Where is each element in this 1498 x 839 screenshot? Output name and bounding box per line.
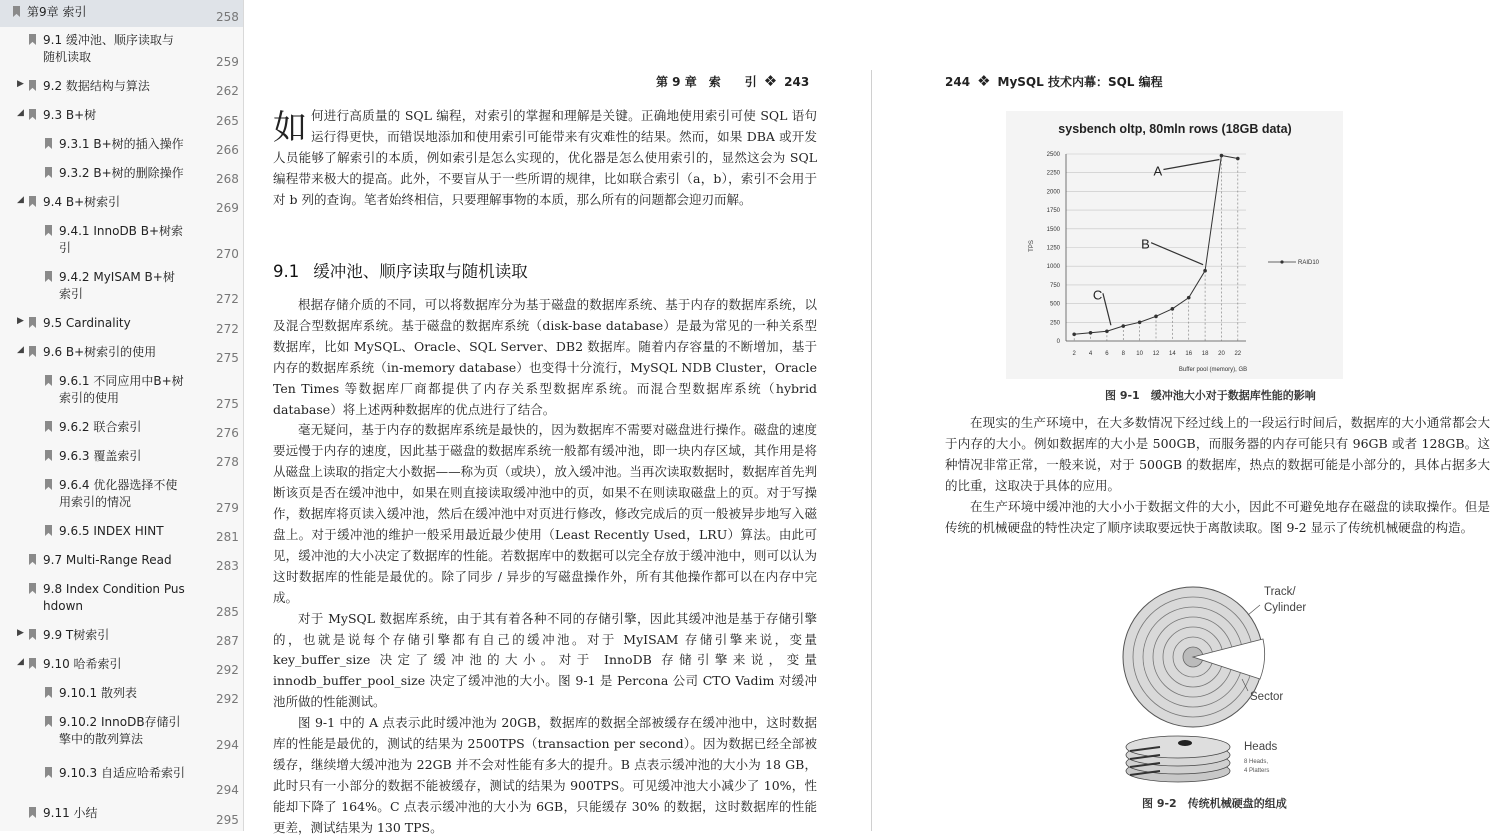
page-243 — [244, 0, 871, 835]
y-tick-label: 2000 — [1046, 189, 1060, 196]
platter-stack — [1126, 736, 1230, 782]
toc-item-page-number: 276 — [216, 426, 239, 440]
collapse-arrow-icon[interactable]: ◢ — [17, 657, 24, 667]
toc-item[interactable] — [0, 803, 243, 825]
toc-item-page-number: 275 — [216, 351, 239, 365]
label-8-heads: 8 Heads, — [1244, 759, 1269, 765]
intro-paragraph — [273, 106, 817, 211]
header-book-title: MySQL 技术内幕：SQL 编程 — [997, 75, 1163, 89]
toc-item-label: 9.10.1 散列表 — [59, 686, 137, 700]
toc-item[interactable] — [0, 521, 243, 543]
toc-item-page-number: 281 — [216, 530, 239, 544]
toc-item-label: 9.2 数据结构与算法 — [43, 79, 150, 93]
toc-item-label: 9.4.2 MyISAM B+树 索引 — [59, 270, 175, 301]
toc-item-page-number: 295 — [216, 813, 239, 827]
expand-arrow-icon[interactable]: ▶ — [17, 628, 24, 638]
toc-item-label: 9.10 哈希索引 — [43, 657, 122, 671]
header-chapter: 第 9 章 索 引 — [656, 75, 757, 89]
data-point — [1138, 321, 1142, 325]
annotation-label: A — [1153, 163, 1163, 179]
toc-item-page-number: 294 — [216, 783, 239, 797]
label-heads: Heads — [1244, 741, 1278, 753]
paragraph: 根据存储介质的不同，可以将数据库分为基于磁盘的数据库系统、基于内存的数据库系统，以及混合型数据库系统。基于磁盘的数据库系统（disk-base database）是最为常见的一种关系型数据库，比如 MySQL、Oracle、SQL Server、DB2 数据库。随着内存容量的不断增加，基于内存的数据库系统（in-memory database）也变得十分流行，MySQL NDB Cluster，Oracle Ten Times 等数据库厂商都提供了内存关系型数据库系统。而混合型数据库系统（hybrid database）将上述两种数据库的优点进行了结合。 — [273, 297, 817, 417]
x-tick-label: 10 — [1136, 351, 1143, 357]
legend-marker — [1280, 260, 1283, 263]
toc-item[interactable] — [0, 30, 243, 73]
expand-arrow-icon[interactable]: ▶ — [17, 316, 24, 326]
collapse-arrow-icon[interactable]: ◢ — [17, 195, 24, 205]
bookmark-icon — [45, 479, 52, 490]
platter-top-view — [1123, 587, 1265, 727]
toc-item-label: 9.6.3 覆盖索引 — [59, 449, 142, 463]
toc-item-label: 9.4 B+树索引 — [43, 195, 121, 209]
x-tick-label: 18 — [1201, 351, 1209, 357]
bookmark-icon — [29, 80, 36, 91]
data-point — [1121, 324, 1125, 328]
bookmark-icon — [45, 525, 52, 536]
toc-item[interactable] — [0, 105, 243, 127]
y-tick-label: 1250 — [1046, 245, 1060, 252]
toc-item-page-number: 270 — [216, 247, 239, 261]
toc-item-label: 9.8 Index Condition Pus hdown — [43, 582, 185, 613]
legend-label: RAID10 — [1298, 260, 1320, 266]
page-244 — [872, 0, 1498, 831]
x-tick-label: 4 — [1088, 351, 1093, 357]
toc-item-page-number: 292 — [216, 663, 239, 677]
toc-item[interactable] — [0, 579, 243, 622]
toc-item-label: 9.10.3 自适应哈希索引 — [59, 766, 185, 780]
bookmark-icon — [45, 767, 52, 778]
x-tick-label: 12 — [1152, 351, 1160, 357]
chart-title: sysbench oltp, 80mln rows (18GB data) — [1058, 122, 1292, 136]
toc-item-label: 9.5 Cardinality — [43, 316, 131, 330]
data-point — [1154, 315, 1158, 319]
toc-item-page-number: 272 — [216, 292, 239, 306]
toc-item[interactable] — [0, 654, 243, 676]
page-header-left — [656, 72, 809, 90]
toc-item-label: 9.6.5 INDEX HINT — [59, 524, 164, 538]
toc-item-page-number: 262 — [216, 84, 239, 98]
y-tick-label: 500 — [1049, 301, 1060, 308]
hard-disk-diagram — [1116, 583, 1336, 788]
toc-item-page-number: 279 — [216, 501, 239, 515]
toc-item-label: 9.6 B+树索引的使用 — [43, 345, 157, 359]
label-4-platters: 4 Platters — [1244, 768, 1270, 774]
bookmark-icon — [29, 629, 36, 640]
toc-item[interactable] — [0, 134, 243, 156]
x-tick-label: 2 — [1072, 351, 1076, 357]
data-point — [1072, 332, 1076, 336]
label-cylinder: Cylinder — [1264, 602, 1307, 614]
y-tick-label: 0 — [1056, 339, 1060, 345]
x-tick-label: 16 — [1185, 351, 1193, 357]
toc-item[interactable] — [0, 683, 243, 705]
x-tick-label: 14 — [1169, 351, 1176, 357]
toc-item[interactable] — [0, 221, 243, 264]
y-tick-label: 1000 — [1046, 264, 1060, 271]
toc-item-label: 9.3.1 B+树的插入操作 — [59, 137, 184, 151]
paragraph: 在生产环境中缓冲池的大小小于数据文件的大小，因此不可避免地存在磁盘的读取操作。但是传统的机械硬盘的特性决定了顺序读取要远快于离散读取。图 9-2 显示了传统机械硬盘的构造。 — [945, 498, 1490, 535]
data-point — [1203, 269, 1207, 273]
header-page-number: 243 — [784, 75, 810, 89]
annotation-label: B — [1141, 236, 1150, 252]
bookmark-icon — [45, 687, 52, 698]
chart-grid — [1047, 152, 1246, 357]
bookmark-icon — [45, 375, 52, 386]
y-tick-label: 2250 — [1046, 170, 1060, 177]
toc-item-page-number: 283 — [216, 559, 239, 573]
toc-item[interactable] — [0, 763, 243, 797]
toc-item[interactable] — [0, 342, 243, 364]
bookmark-icon — [29, 583, 36, 594]
annotation-arrow — [1163, 159, 1219, 169]
bookmark-icon — [45, 450, 52, 461]
bookmark-icon — [45, 167, 52, 178]
annotation-arrow — [1151, 243, 1203, 265]
toc-item-label: 9.3 B+树 — [43, 108, 97, 122]
toc-item-page-number: 258 — [216, 10, 239, 24]
toc-item-page-number: 269 — [216, 201, 239, 215]
intro-text: 何进行高质量的 SQL 编程，对索引的掌握和理解是关键。正确地使用索引可使 SQL 语句运行得更快，而错误地添加和使用索引可能带来有灾难性的结果。然而，如果 DBA 或开发人员能够了解索引的本质，例如索引是怎么实现的，优化器是怎么使用索引的，显然这会为 SQL 编程带来极大的提高。此外，不要盲从于一些所谓的规律，比如联合索引（a，b），索引不会用于对 b 列的查询。笔者始终相信，只要理解事物的本质，那么所有的问题都会迎刃而解。 — [273, 108, 817, 207]
toc-item-page-number: 275 — [216, 397, 239, 411]
x-tick-label: 8 — [1121, 351, 1125, 357]
toc-item-page-number: 268 — [216, 172, 239, 186]
toc-item-label: 9.11 小结 — [43, 806, 98, 820]
toc-item-page-number: 292 — [216, 692, 239, 706]
toc-item[interactable] — [0, 550, 243, 572]
toc-item[interactable] — [0, 712, 243, 761]
label-sector: Sector — [1250, 691, 1284, 703]
toc-item-label: 9.6.2 联合索引 — [59, 420, 142, 434]
y-tick-label: 1750 — [1046, 208, 1060, 215]
bookmark-icon — [29, 34, 36, 45]
data-point — [1187, 296, 1191, 300]
bookmark-icon — [45, 421, 52, 432]
y-tick-label: 250 — [1049, 320, 1060, 327]
toc-item-label: 9.9 T树索引 — [43, 628, 110, 642]
section-number: 9.1 — [273, 262, 300, 281]
label-track: Track/ — [1264, 586, 1296, 598]
chart-legend — [1268, 260, 1320, 266]
toc-item-page-number: 285 — [216, 605, 239, 619]
bookmark-icon — [45, 138, 52, 149]
section-body — [273, 295, 817, 839]
bookmark-sidebar — [0, 0, 244, 831]
header-page-number: 244 — [945, 75, 971, 89]
header-ornament-icon: ❖ — [977, 72, 991, 90]
toc-item[interactable] — [0, 192, 243, 214]
buffer-pool-tps-chart — [1006, 111, 1343, 379]
toc-item-page-number: 266 — [216, 143, 239, 157]
toc-item-page-number: 278 — [216, 455, 239, 469]
toc-item-label: 9.10.2 InnoDB存储引 擎中的散列算法 — [59, 715, 181, 746]
data-point — [1236, 157, 1240, 161]
annotation-label: C — [1092, 287, 1103, 303]
toc-item-page-number: 265 — [216, 114, 239, 128]
right-page-body — [945, 413, 1490, 538]
toc-item[interactable] — [0, 313, 243, 335]
bookmark-icon — [29, 807, 36, 818]
collapse-arrow-icon[interactable]: ◢ — [17, 108, 24, 118]
toc-item-label: 第9章 索引 — [27, 5, 87, 19]
section-heading — [273, 258, 528, 282]
x-tick-label: 22 — [1234, 351, 1242, 357]
toc-item[interactable] — [0, 0, 243, 27]
toc-item-label: 9.6.4 优化器选择不使 用索引的情况 — [59, 478, 178, 509]
chart-y-axis-label: TPS — [1029, 240, 1035, 252]
bookmark-icon — [29, 346, 36, 357]
toc-item-label: 9.3.2 B+树的删除操作 — [59, 166, 184, 180]
toc-item-page-number: 294 — [216, 738, 239, 752]
paragraph: 毫无疑问，基于内存的数据库系统是最快的，因为数据库不需要对磁盘进行操作。磁盘的速度要远慢于内存的速度，因此基于磁盘的数据库系统一般都有缓冲池，即一块内存区域，其作用是将从磁盘上读取的指定大小数据——称为页（或块），放入缓冲池。当再次读取数据时，数据库首先判断该页是否在缓冲池中，如果在则直接读取缓冲池中的页，如果不在则读取磁盘上的页。对于写操作，数据库将页读入缓冲池，然后在缓冲池中对页进行修改，修改完成后的页一般被异步地写入磁盘上。对于缓冲池的维护一般采用最近最少使用（Least Recently Used，LRU）算法。由此可见，缓冲池的大小决定了数据库的性能。若数据库中的数据可以完全存放于缓冲池中，则可以认为这时数据库的性能是最优的。除了同步 / 异步的写磁盘操作外，所有其他操作都可以在内存中完成。 — [273, 422, 817, 605]
header-ornament-icon: ❖ — [763, 72, 778, 90]
dropcap: 如 — [273, 108, 307, 148]
annotation-arrow — [1103, 293, 1111, 325]
bookmark-icon — [29, 196, 36, 207]
toc-item[interactable] — [0, 417, 243, 439]
x-tick-label: 20 — [1218, 351, 1225, 357]
toc-item[interactable] — [0, 76, 243, 98]
toc-item-page-number: 259 — [216, 55, 239, 69]
section-title: 缓冲池、顺序读取与随机读取 — [313, 262, 528, 281]
bookmark-icon — [29, 554, 36, 565]
paragraph: 对于 MySQL 数据库系统，由于其有着各种不同的存储引擎，因此其缓冲池是基于存储引擎的，也就是说每个存储引擎都有自己的缓冲池。对于 MyISAM 存储引擎来说，变量 key_buffer_size 决定了缓冲池的大小。对于 InnoDB 存储引擎来说，变量 innodb_buffer_pool_size 决定了缓冲池的大小。图 9-1 是 Percona 公司 CTO Vadim 对缓冲池所做的性能测试。 — [273, 610, 817, 710]
toc-item[interactable] — [0, 163, 243, 185]
collapse-arrow-icon[interactable]: ◢ — [17, 345, 24, 355]
toc-item[interactable] — [0, 446, 243, 468]
page-header-right — [945, 72, 1163, 90]
bookmark-icon — [45, 716, 52, 727]
toc-item-page-number: 272 — [216, 322, 239, 336]
paragraph: 在现实的生产环境中，在大多数情况下经过线上的一段运行时间后，数据库的大小通常都会大于内存的大小。例如数据库的大小是 500GB，而服务器的内存可能只有 96GB 或者 128GB。这种情况非常正常，一般来说，对于 500GB 的数据库，热点的数据可能是小部分的，具体占据多大的比重，这取决于具体的应用。 — [945, 415, 1490, 493]
toc-item-page-number: 287 — [216, 634, 239, 648]
data-point — [1171, 307, 1175, 311]
figure-1-caption: 图 9-1 缓冲池大小对于数据库性能的影响 — [1105, 389, 1316, 402]
toc-item[interactable] — [0, 475, 243, 524]
toc-item-label: 9.1 缓冲池、顺序读取与 随机读取 — [43, 33, 174, 64]
bookmark-icon — [29, 658, 36, 669]
bookmark-icon — [29, 317, 36, 328]
toc-item[interactable] — [0, 625, 243, 647]
x-tick-label: 6 — [1105, 351, 1109, 357]
bookmark-icon — [45, 271, 52, 282]
toc-item-label: 9.4.1 InnoDB B+树索 引 — [59, 224, 184, 255]
toc-item[interactable] — [0, 371, 243, 414]
expand-arrow-icon[interactable]: ▶ — [17, 79, 24, 89]
toc-item-label: 9.7 Multi-Range Read — [43, 553, 172, 567]
data-point — [1105, 329, 1109, 333]
toc-item-label: 9.6.1 不同应用中B+树 索引的使用 — [59, 374, 184, 405]
data-point — [1089, 331, 1093, 335]
bookmark-icon — [45, 225, 52, 236]
y-tick-label: 750 — [1049, 282, 1060, 289]
y-tick-label: 2500 — [1046, 152, 1060, 158]
data-point — [1220, 154, 1224, 158]
y-tick-label: 1500 — [1046, 226, 1060, 233]
toc-item[interactable] — [0, 267, 243, 310]
paragraph: 图 9-1 中的 A 点表示此时缓冲池为 20GB，数据库的数据全部被缓存在缓冲池中，这时数据库的性能是最优的，测试的结果为 2500TPS（transaction per second）。因为数据已经全部被缓存，继续增大缓冲池为 22GB 并不会对性能有多大的提升。B 点表示缓冲池的大小为 18 GB，此时只有一小部分的数据不能被缓存，测试的结果为 900TPS。可见缓冲池大小减少了 10%，性能却下降了 164%。C 点表示缓冲池的大小为 6GB，只能缓存 30% 的数据，这时数据库的性能更差，测试结果为 130 TPS。 — [273, 715, 817, 835]
bookmark-icon — [29, 109, 36, 120]
figure-2-caption: 图 9-2 传统机械硬盘的组成 — [1142, 797, 1287, 810]
chart-x-axis-label: Buffer pool (memory), GB — [1178, 367, 1248, 373]
bookmark-icon — [13, 6, 20, 17]
